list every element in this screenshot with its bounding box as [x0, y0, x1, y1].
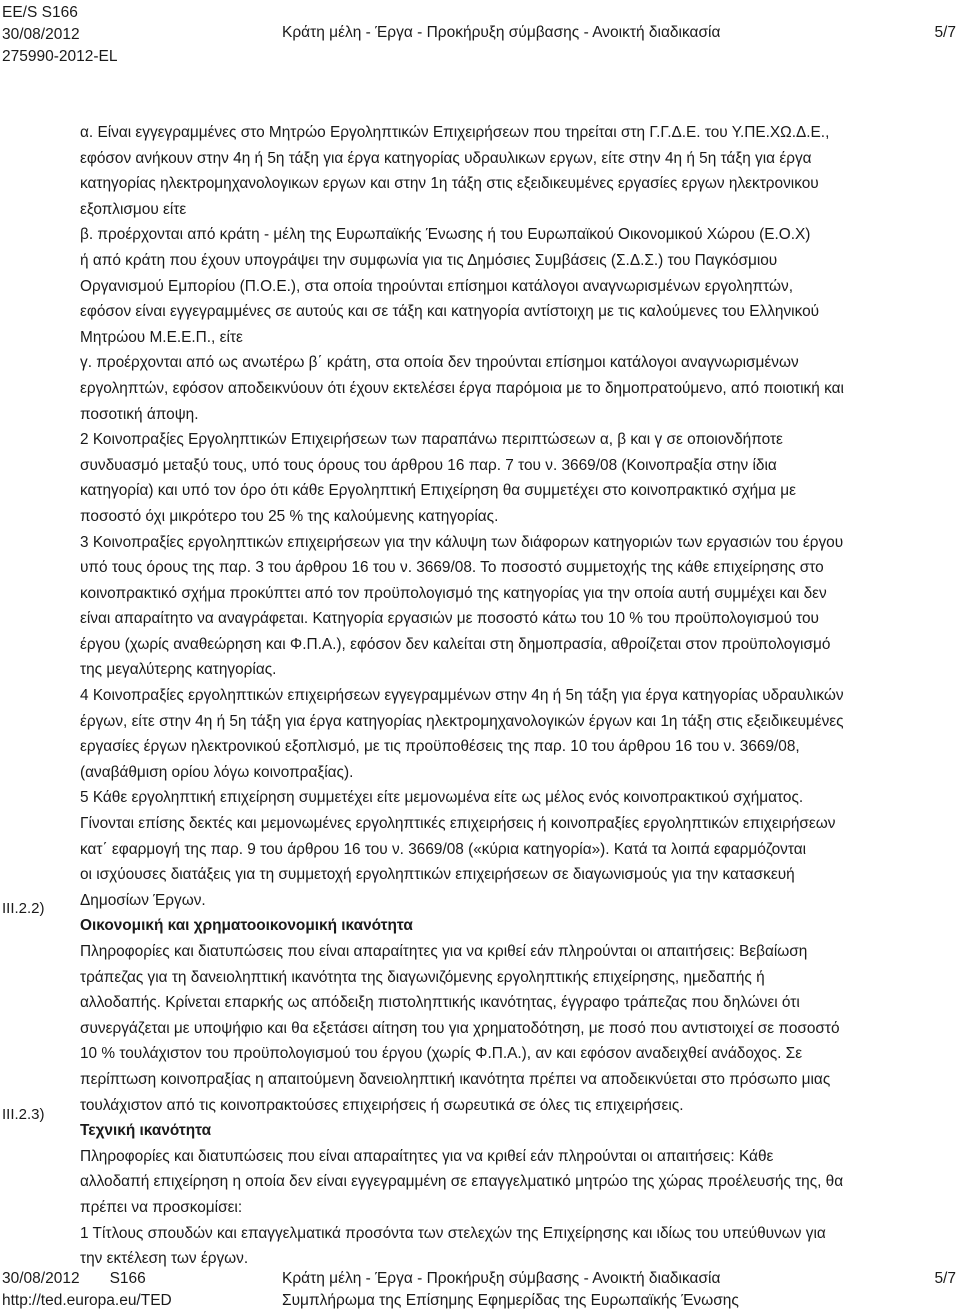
text-line: 1 Τίτλους σπουδών και επαγγελματικά προσόντα των στελεχών της Επιχείρησης και ιδίως του υπεύθυνων για — [80, 1224, 826, 1242]
footer-title: Κράτη μέλη - Έργα - Προκήρυξη σύμβασης - Ανοικτή διαδικασία — [282, 1270, 721, 1287]
text-line: της μεγαλύτερης κατηγορίας. — [80, 661, 277, 679]
header-date: 30/08/2012 — [2, 26, 80, 43]
text-line: 5 Κάθε εργοληπτική επιχείρηση συμμετέχει είτε μεμονωμένα είτε ως μέλος ενός κοινοπρακτικού σχήματος. — [80, 789, 804, 807]
notice-number: 275990-2012-EL — [2, 48, 118, 65]
text-line: Μητρώου Μ.Ε.Ε.Π., είτε — [80, 328, 243, 346]
footer-page-number: 5/7 — [934, 1270, 956, 1287]
text-line: κατηγορία) και υπό τον όρο ότι κάθε Εργοληπτική Επιχείρηση θα συμμετέχει στο κοινοπρακτικό σχήμα με — [80, 482, 796, 500]
footer-date: 30/08/2012 — [2, 1270, 80, 1287]
text-line: έργων, είτε στην 4η ή 5η τάξη για έργα κατηγορίας ηλεκτρομηχανολογικών έργων και 1η τάξη στις εξειδικευμένες — [80, 712, 844, 730]
text-line: ή από κράτη που έχουν υπογράψει την συμφωνία για τις Δημόσιες Συμβάσεις (Σ.Δ.Σ.) του Παγκόσμιου — [80, 251, 778, 269]
text-line: Πληροφορίες και διατυπώσεις που είναι απαραίτητες για να κριθεί εάν πληρούνται οι απαιτήσεις: Βεβαίωση — [80, 943, 808, 960]
text-line: τράπεζας για τη δανειοληπτική ικανότητα της διαγωνιζόμενης εργοληπτικής επιχείρησης, ημεδαπής ή — [80, 968, 765, 986]
text-line: τουλάχιστον από τις κοινοπρακτούσες επιχειρήσεις ή σωρευτικά σε όλες τις επιχειρήσεις. — [80, 1096, 684, 1114]
text-line: Γίνονται επίσης δεκτές και μεμονωμένες εργοληπτικές επιχειρήσεις ή κοινοπραξίες εργοληπτικών επιχειρήσεων — [80, 815, 836, 833]
footer-subtitle: Συμπλήρωμα της Επίσημης Εφημερίδας της Ευρωπαϊκής Ένωσης — [282, 1292, 739, 1309]
text-line: πρέπει να προσκομίσει: — [80, 1198, 243, 1216]
text-line: α. Είναι εγγεγραμμένες στο Μητρώο Εργοληπτικών Επιχειρήσεων που τηρείται στη Γ.Γ.Δ.Ε. του Υ.ΠΕ.ΧΩ.Δ.Ε., — [80, 124, 830, 141]
text-line: εφόσον ανήκουν στην 4η ή 5η τάξη για έργα κατηγορίας υδραυλικων εργων, είτε στην 4η ή 5η τάξη για έργα — [80, 149, 812, 167]
text-line: β. προέρχονται από κράτη - μέλη της Ευρωπαϊκής Ένωσης ή του Ευρωπαϊκού Οικονομικού Χώρου (Ε.Ο.Χ) — [80, 226, 811, 244]
text-line: Δημοσίων Έργων. — [80, 891, 206, 909]
text-line: υπό τους όρους της παρ. 3 του άρθρου 16 του ν. 3669/08. Το ποσοστό συμμετοχής της κάθε επιχείρησης στο — [80, 559, 824, 577]
text-line: 4 Κοινοπραξίες εργοληπτικών επιχειρήσεων εγγεγραμμένων στην 4η ή 5η τάξη για έργα κατηγορίας υδραυλικών — [80, 687, 844, 705]
text-line: αλλοδαπής. Κρίνεται επαρκής ως απόδειξη πιστοληπτικής ικανότητας, έγγραφο τράπεζας που δηλώνει ότι — [80, 994, 800, 1012]
section-heading-technical: Τεχνική ικανότητα — [80, 1122, 212, 1140]
text-line: 10 % τουλάχιστον του προϋπολογισμού του έργου (χωρίς Φ.Π.Α.), αν και εφόσον αναδειχθεί ανάδοχος. Σε — [80, 1045, 803, 1063]
section-label-iii-2-3: III.2.3) — [2, 1106, 45, 1123]
text-line: (αναβάθμιση ορίου λόγω κοινοπραξίας). — [80, 763, 354, 781]
section-label-iii-2-2: III.2.2) — [2, 900, 45, 917]
footer-series: S166 — [109, 1270, 146, 1287]
header-page-number: 5/7 — [934, 24, 956, 41]
text-line: εργοληπτών, εφόσον αποδεικνύουν ότι έχουν εκτελέσει έργα παρόμοια με το δημοπρατούμενο, από ποιοτική και — [80, 379, 844, 397]
document-body — [80, 120, 960, 1272]
text-line: είναι απαραίτητο να αναγράφεται. Κατηγορία εργασιών με ποσοστό κάτω του 10 % του προϋπολογισμού του — [80, 610, 819, 628]
text-line: συνεργάζεται με υποψήφιο και θα εξετάσει αίτηση του για χρηματοδότηση, με ποσό που αντιστοιχεί σε ποσοστό — [80, 1019, 840, 1037]
header-title: Κράτη μέλη - Έργα - Προκήρυξη σύμβασης - Ανοικτή διαδικασία — [282, 24, 721, 41]
text-line: εξοπλισμου είτε — [80, 200, 187, 218]
header-meta — [2, 2, 118, 68]
text-line: οι ισχύουσες διατάξεις για τη συμμετοχή εργοληπτικών επιχειρήσεων σε διαγωνισμούς για την κατασκευή — [80, 866, 795, 884]
text-line: την εκτέλεση των έργων. — [80, 1250, 249, 1268]
text-line: συνδυασμό μεταξύ τους, υπό τους όρους του άρθρου 16 παρ. 7 του ν. 3669/08 (Κοινοπραξία στην ίδια — [80, 456, 777, 474]
text-line: γ. προέρχονται από ως ανωτέρω β΄ κράτη, στα οποία δεν τηρούνται επίσημοι κατάλογοι αναγνωρισμένων — [80, 354, 799, 372]
text-line: Οργανισμού Εμπορίου (Π.Ο.Ε.), στα οποία τηρούνται επίσημοι κατάλογοι αναγνωρισμένων εργοληπτών, — [80, 277, 794, 295]
text-line: αλλοδαπή επιχείρηση η οποία δεν είναι εγγεγραμμένη σε επαγγελματικό μητρώο της χώρας προέλευσής της, θα — [80, 1173, 844, 1191]
footer-date-series — [2, 1268, 146, 1290]
text-line: 2 Κοινοπραξίες Εργοληπτικών Επιχειρήσεων των παραπάνω περιπτώσεων α, β και γ σε οποιονδήποτε — [80, 431, 783, 449]
text-line: έργου (χωρίς αναθεώρηση και Φ.Π.Α.), εφόσον δεν καλείται στη δημοπρασία, αθροίζεται στον προϋπολογισμό — [80, 635, 831, 653]
text-line: Πληροφορίες και διατυπώσεις που είναι απαραίτητες για να κριθεί εάν πληρούνται οι απαιτήσεις: Κάθε — [80, 1147, 774, 1165]
text-line: εργασίες έργων ηλεκτρονικού εξοπλισμό, με τις προϋποθέσεις της παρ. 10 του άρθρου 16 του ν. 3669/08, — [80, 738, 800, 756]
text-line: εφόσον είναι εγγεγραμμένες σε αυτούς και σε τάξη και κατηγορία αντίστοιχη με τις καλούμενες του Ελληνικού — [80, 303, 820, 321]
text-line: περίπτωση κοινοπραξίας η απαιτούμενη δανειοληπτική ικανότητα πρέπει να αποδεικνύεται στο πρόσωπο μιας — [80, 1070, 831, 1088]
text-line: ποσοτική άποψη. — [80, 405, 199, 423]
text-line: κατ΄ εφαρμογή της παρ. 9 του άρθρου 16 του ν. 3669/08 («κύρια κατηγορία»). Κατά τα λοιπά εφαρμόζονται — [80, 840, 807, 858]
text-line: 3 Κοινοπραξίες εργοληπτικών επιχειρήσεων για την κάλυψη των διάφορων κατηγοριών των εργασιών του έργου — [80, 533, 844, 551]
doc-id: EE/S S166 — [2, 4, 78, 21]
text-line: ποσοστό όχι μικρότερο του 25 % της καλούμενης κατηγορίας. — [80, 507, 499, 525]
text-line: κατηγορίας ηλεκτρομηχανολογικων εργων και στην 1η τάξη στις εξειδικευμένες εργασίες εργων ηλεκτρονικου — [80, 175, 819, 193]
section-heading-financial: Οικονομική και χρηματοοικονομική ικανότητα — [80, 917, 413, 935]
footer-url: http://ted.europa.eu/TED — [2, 1292, 172, 1309]
text-line: κοινοπρακτικό σχήμα προκύπτει από τον προϋπολογισμό της κατηγορίας για την οποία αυτή συμμέχει και δεν — [80, 584, 827, 602]
